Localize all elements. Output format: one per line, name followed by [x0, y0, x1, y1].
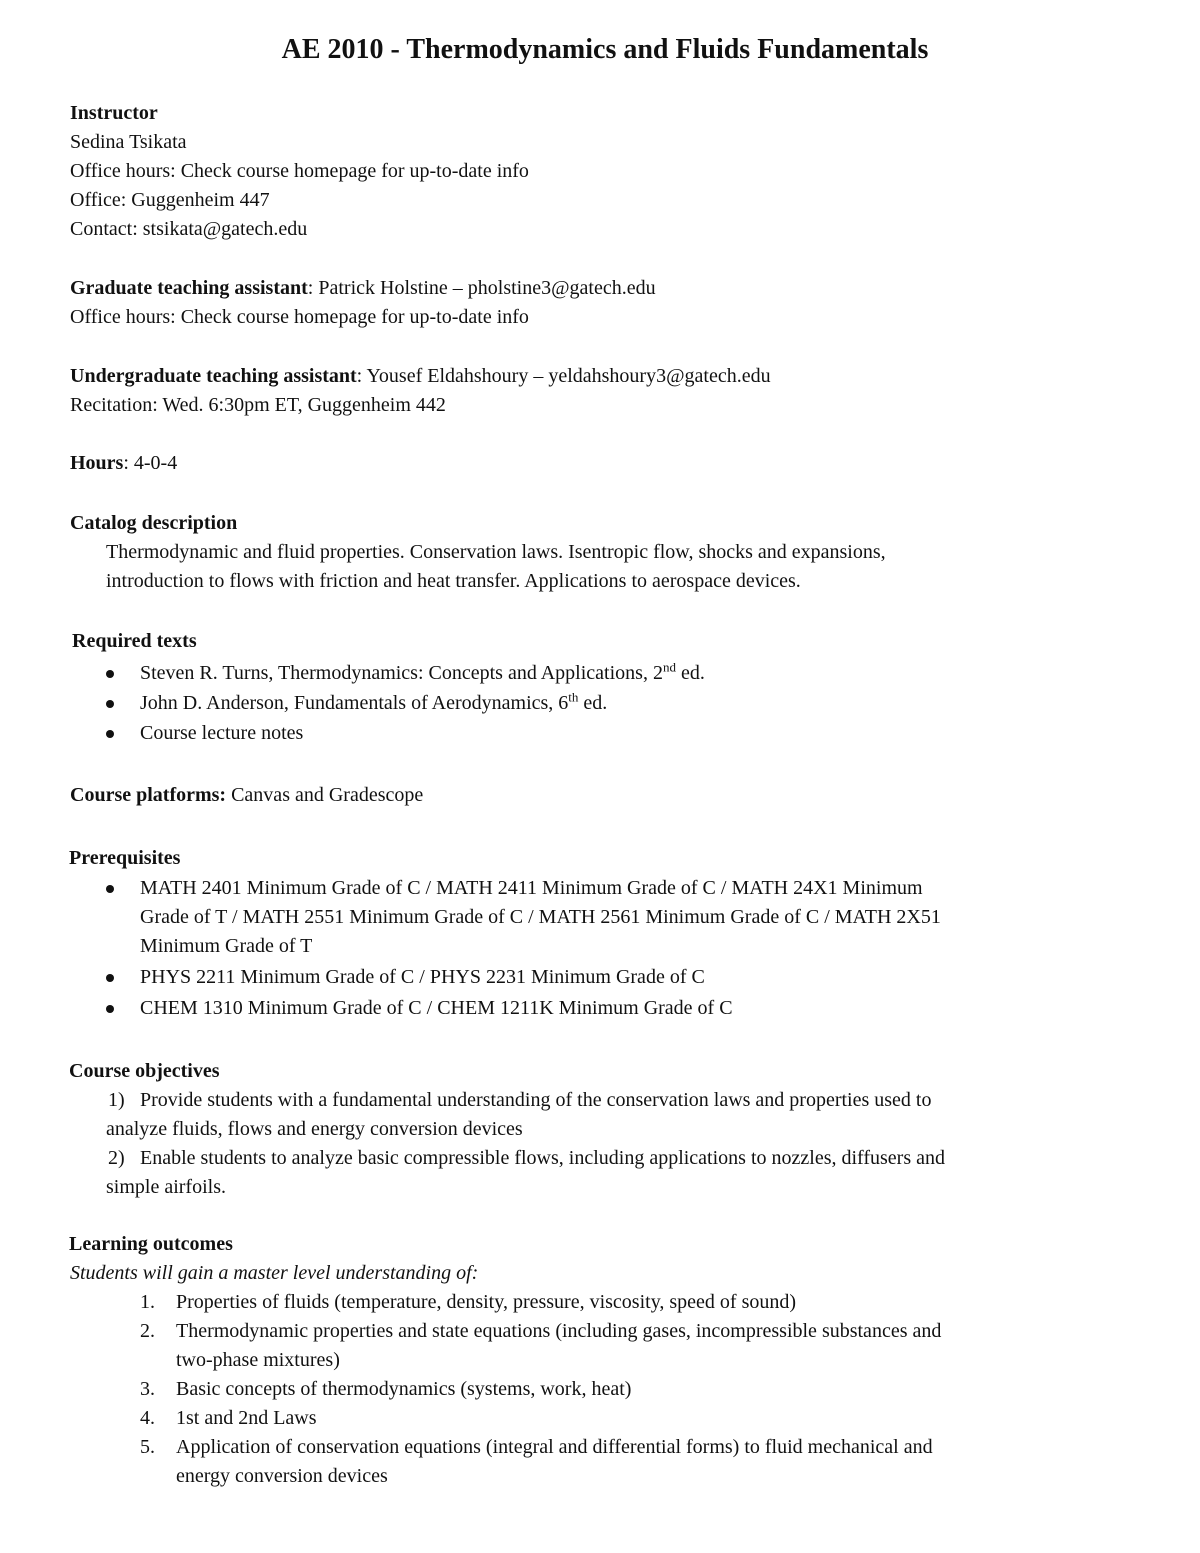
list-item: 1. Properties of fluids (temperature, density, pressure, viscosity, speed of sound)	[140, 1291, 797, 1313]
hours-label: Hours	[70, 452, 124, 474]
list-item: MATH 2401 Minimum Grade of C / MATH 2411 Minimum Grade of C / MATH 24X1 Minimum Grade of T / MATH 2551 Minimum Grade of C / MATH 2561 Minimum Grade of C / MATH 2X51 Minimum Grade of T	[70, 874, 1120, 961]
instructor-office-hours: Office hours: Check course homepage for up-to-date info	[70, 160, 529, 182]
list-item: Steven R. Turns, Thermodynamics: Concepts and Applications, 2nd ed.	[70, 659, 1120, 688]
bullet-icon	[106, 670, 114, 678]
undergrad-ta-value: : Yousef Eldahshoury – yeldahshoury3@gatech.edu	[356, 365, 771, 387]
prerequisites-section	[70, 844, 1120, 1023]
required-texts-section	[70, 627, 1120, 748]
grad-ta-section	[70, 274, 1120, 332]
grad-ta-office-hours: Office hours: Check course homepage for up-to-date info	[70, 306, 529, 328]
catalog-section	[70, 509, 1120, 596]
outcomes-list	[70, 1288, 1120, 1491]
prerequisites-list	[70, 874, 1120, 1023]
list-item: 2. Thermodynamic properties and state equations (including gases, incompressible substances and two-phase mixtures)	[140, 1320, 942, 1371]
list-item: 4. 1st and 2nd Laws	[140, 1407, 317, 1429]
instructor-name: Sedina Tsikata	[70, 131, 187, 153]
grad-ta-value: : Patrick Holstine – pholstine3@gatech.edu	[307, 277, 656, 299]
outcomes-section	[70, 1230, 1120, 1491]
required-texts-heading: Required texts	[72, 630, 197, 652]
undergrad-ta-section	[70, 362, 1120, 420]
instructor-office: Office: Guggenheim 447	[70, 189, 270, 211]
bullet-icon	[106, 1005, 114, 1013]
list-item: 2) Enable students to analyze basic compressible flows, including applications to nozzles, diffusers and simple airfoils.	[106, 1147, 945, 1198]
grad-ta-label: Graduate teaching assistant	[70, 277, 308, 299]
outcomes-intro: Students will gain a master level understanding of:	[70, 1262, 479, 1284]
list-item: 1) Provide students with a fundamental understanding of the conservation laws and properties used to analyze fluids, flows and energy conversion devices	[106, 1089, 932, 1140]
list-item: CHEM 1310 Minimum Grade of C / CHEM 1211K Minimum Grade of C	[70, 994, 1120, 1023]
bullet-icon	[106, 885, 114, 893]
undergrad-ta-label: Undergraduate teaching assistant	[70, 365, 357, 387]
bullet-icon	[106, 730, 114, 738]
catalog-line-2: introduction to flows with friction and heat transfer. Applications to aerospace devices.	[106, 570, 801, 592]
prerequisites-heading: Prerequisites	[69, 847, 181, 869]
instructor-contact: Contact: stsikata@gatech.edu	[70, 218, 308, 240]
bullet-icon	[106, 700, 114, 708]
list-item: 5. Application of conservation equations (integral and differential forms) to fluid mechanical and energy conversion devices	[140, 1436, 933, 1487]
list-item: Course lecture notes	[70, 719, 1120, 748]
hours-section	[70, 449, 1120, 478]
catalog-heading: Catalog description	[70, 512, 238, 534]
catalog-line-1: Thermodynamic and fluid properties. Conservation laws. Isentropic flow, shocks and expansions,	[106, 541, 886, 563]
page-title: AE 2010 - Thermodynamics and Fluids Fundamentals	[281, 34, 929, 65]
hours-value: : 4-0-4	[123, 452, 178, 474]
objectives-heading: Course objectives	[69, 1060, 220, 1082]
required-texts-list	[70, 659, 1120, 748]
outcomes-heading: Learning outcomes	[69, 1233, 233, 1255]
list-item: PHYS 2211 Minimum Grade of C / PHYS 2231 Minimum Grade of C	[70, 963, 1120, 992]
bullet-icon	[106, 974, 114, 982]
platforms-section	[70, 781, 1120, 810]
list-item: John D. Anderson, Fundamentals of Aerodynamics, 6th ed.	[70, 689, 1120, 718]
instructor-section	[70, 99, 1120, 244]
platforms-value: Canvas and Gradescope	[226, 784, 424, 806]
undergrad-ta-recitation: Recitation: Wed. 6:30pm ET, Guggenheim 442	[70, 394, 446, 416]
objectives-section	[70, 1057, 1120, 1202]
platforms-label: Course platforms:	[70, 784, 227, 806]
instructor-heading: Instructor	[70, 102, 158, 124]
list-item: 3. Basic concepts of thermodynamics (systems, work, heat)	[140, 1378, 632, 1400]
